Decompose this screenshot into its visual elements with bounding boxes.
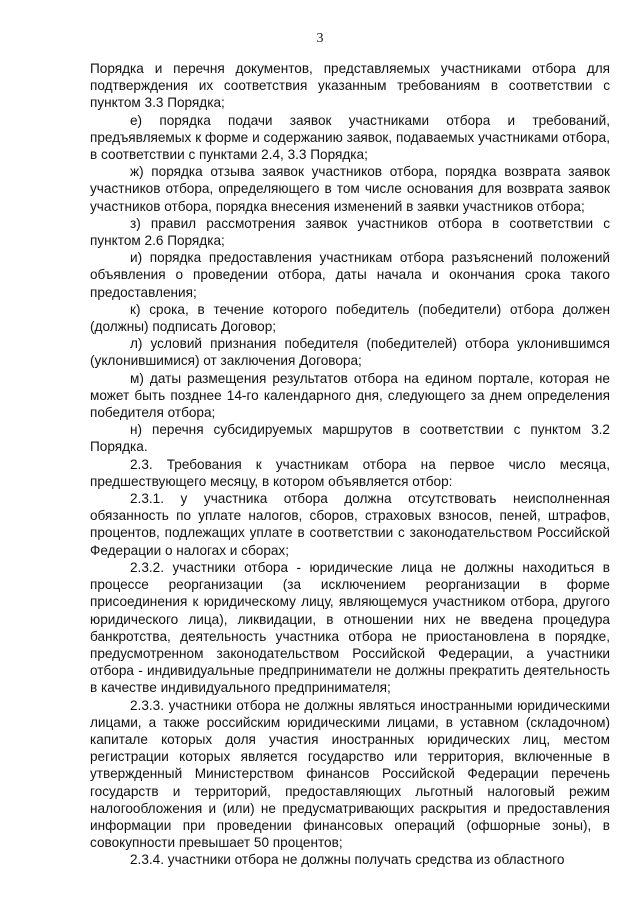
paragraph-item-zh: ж) порядка отзыва заявок участников отбора, порядка возврата заявок участников отбора, определяющего в том числе основания для возврата заявок участников отбора, порядка внесения изменений в заявки участников отбора;: [90, 164, 610, 214]
paragraph-section-2-3-3: 2.3.3. участники отбора не должны являться иностранными юридическими лицами, а также российским юридическими лицами, в уставном (складочном) капитале которых доля участия иностранных юридических лиц, местом регистрации которых является государство или территория, включенные в утвержденный Министерством финансов Российской Федерации перечень государств и территорий, предоставляющих льготный налоговый режим налогообложения и (или) не предусматривающих раскрытия и предоставления информации при проведении финансовых операций (офшорные зоны), в совокупности превышает 50 процентов;: [90, 697, 610, 851]
paragraph-section-2-3: 2.3. Требования к участникам отбора на первое число месяца, предшествующего месяцу, в котором объявляется отбор:: [90, 456, 610, 489]
paragraph-item-i: и) порядка предоставления участникам отбора разъяснений положений объявления о проведении отбора, даты начала и окончания срока такого предоставления;: [90, 250, 610, 300]
paragraph-item-e: е) порядка подачи заявок участниками отбора и требований, предъявляемых к форме и содержанию заявок, подаваемых участниками отбора, в соответствии с пунктами 2.4, 3.3 Порядка;: [90, 112, 610, 163]
paragraph-section-2-3-2: 2.3.2. участники отбора - юридические лица не должны находиться в процессе реорганизации (за исключением реорганизации в форме присоединения к юридическому лицу, являющемуся участником отбора, другого юридического лица), ликвидации, в отношении них не введена процедура банкротства, деятельность участника отбора не приостановлена в порядке, предусмотренном законодательством Российской Федерации, а участники отбора - индивидуальные предприниматели не должны прекратить деятельность в качестве индивидуального предпринимателя;: [90, 559, 610, 696]
paragraph-continuation: Порядка и перечня документов, представляемых участниками отбора для подтверждения их соответствия указанным требованиям в соответствии с пунктом 3.3 Порядка;: [90, 61, 610, 111]
paragraph-item-l: л) условий признания победителя (победителей) отбора уклонившимся (уклонившимися) от заключения Договора;: [90, 336, 610, 369]
paragraph-item-k: к) срока, в течение которого победитель (победители) отбора должен (должны) подписать Договор;: [90, 301, 610, 335]
paragraph-item-n: н) перечня субсидируемых маршрутов в соответствии с пунктом 3.2 Порядка.: [90, 422, 610, 455]
paragraph-section-2-3-1: 2.3.1. у участника отбора должна отсутствовать неисполненная обязанность по уплате налогов, сборов, страховых взносов, пеней, штрафов, процентов, подлежащих уплате в соответствии с законодательством Российской Федерации о налогах и сборах;: [90, 491, 610, 558]
paragraph-item-m: м) даты размещения результатов отбора на едином портале, которая не может быть позднее 14-го календарного дня, следующего за днем определения победителя отбора;: [90, 370, 610, 421]
paragraph-section-2-3-4: 2.3.4. участники отбора не должны получать средства из областного: [130, 852, 565, 868]
document-body: [90, 60, 610, 869]
paragraph-item-z: з) правил рассмотрения заявок участников отбора в соответствии с пунктом 2.6 Порядка;: [90, 215, 610, 249]
page-number: 3: [316, 31, 324, 46]
